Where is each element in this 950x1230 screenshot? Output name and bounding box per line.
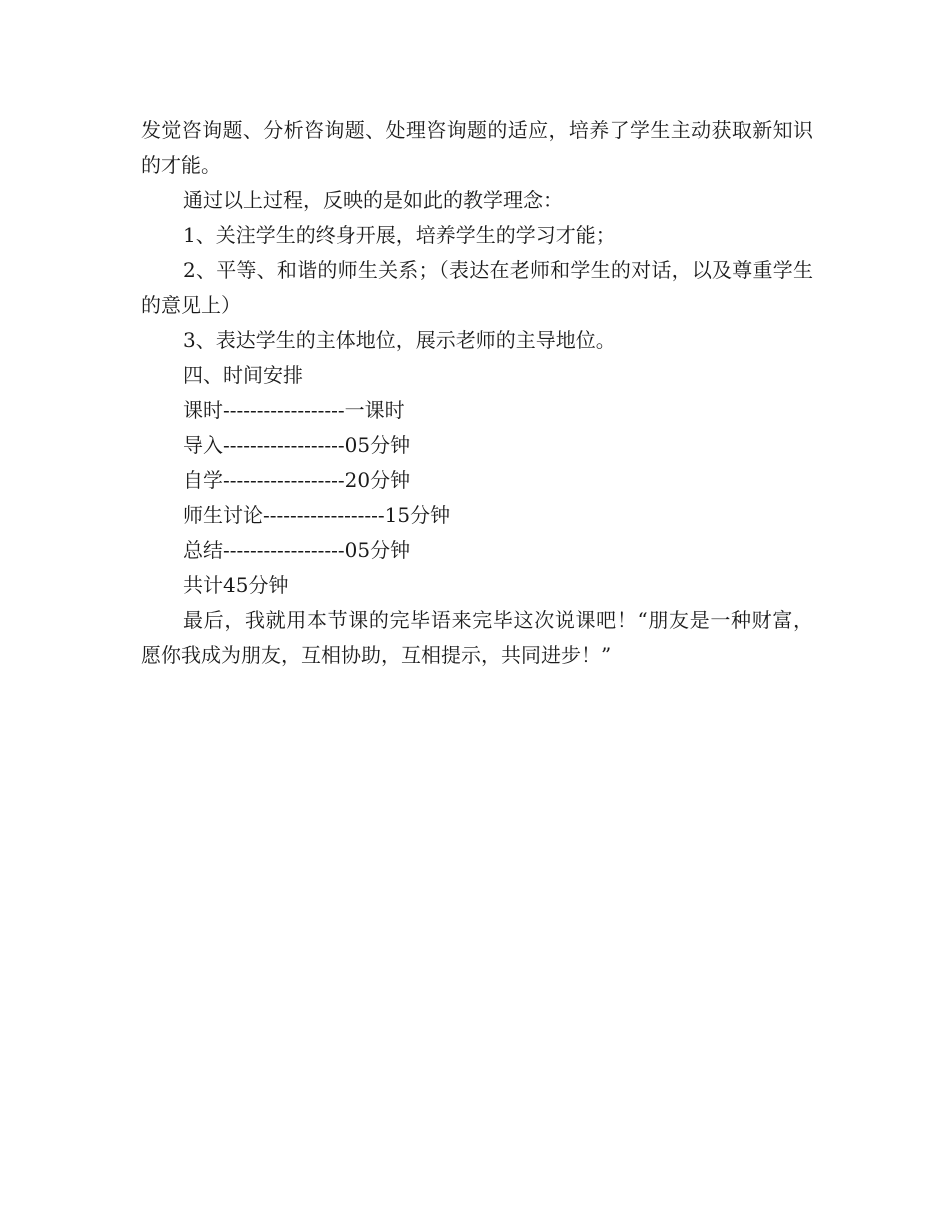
schedule-row-class-period: 课时------------------一课时	[183, 398, 405, 422]
schedule-row-discussion: 师生讨论------------------15分钟	[183, 503, 451, 527]
paragraph-continuation: 发觉咨询题、分析咨询题、处理咨询题的适应，培养了学生主动获取新知识的才能。	[141, 118, 813, 177]
schedule-total: 共计45分钟	[183, 573, 289, 597]
list-item-concept-1: 1、关注学生的终身开展，培养学生的学习才能；	[183, 223, 616, 247]
paragraph-closing: 最后，我就用本节课的完毕语来完毕这次说课吧！“朋友是一种财富，愿你我成为朋友，互相协助，互相提示，共同进步！”	[141, 608, 813, 667]
schedule-row-summary: 总结------------------05分钟	[183, 538, 411, 562]
section-heading-time-schedule: 四、时间安排	[183, 363, 303, 387]
document-body	[141, 113, 813, 673]
list-item-concept-2: 2、平等、和谐的师生关系；（表达在老师和学生的对话，以及尊重学生的意见上）	[141, 258, 813, 317]
schedule-row-self-study: 自学------------------20分钟	[183, 468, 411, 492]
list-item-concept-3: 3、表达学生的主体地位，展示老师的主导地位。	[183, 328, 616, 352]
schedule-row-introduction: 导入------------------05分钟	[183, 433, 411, 457]
paragraph-teaching-concept-intro: 通过以上过程，反映的是如此的教学理念：	[183, 188, 563, 212]
